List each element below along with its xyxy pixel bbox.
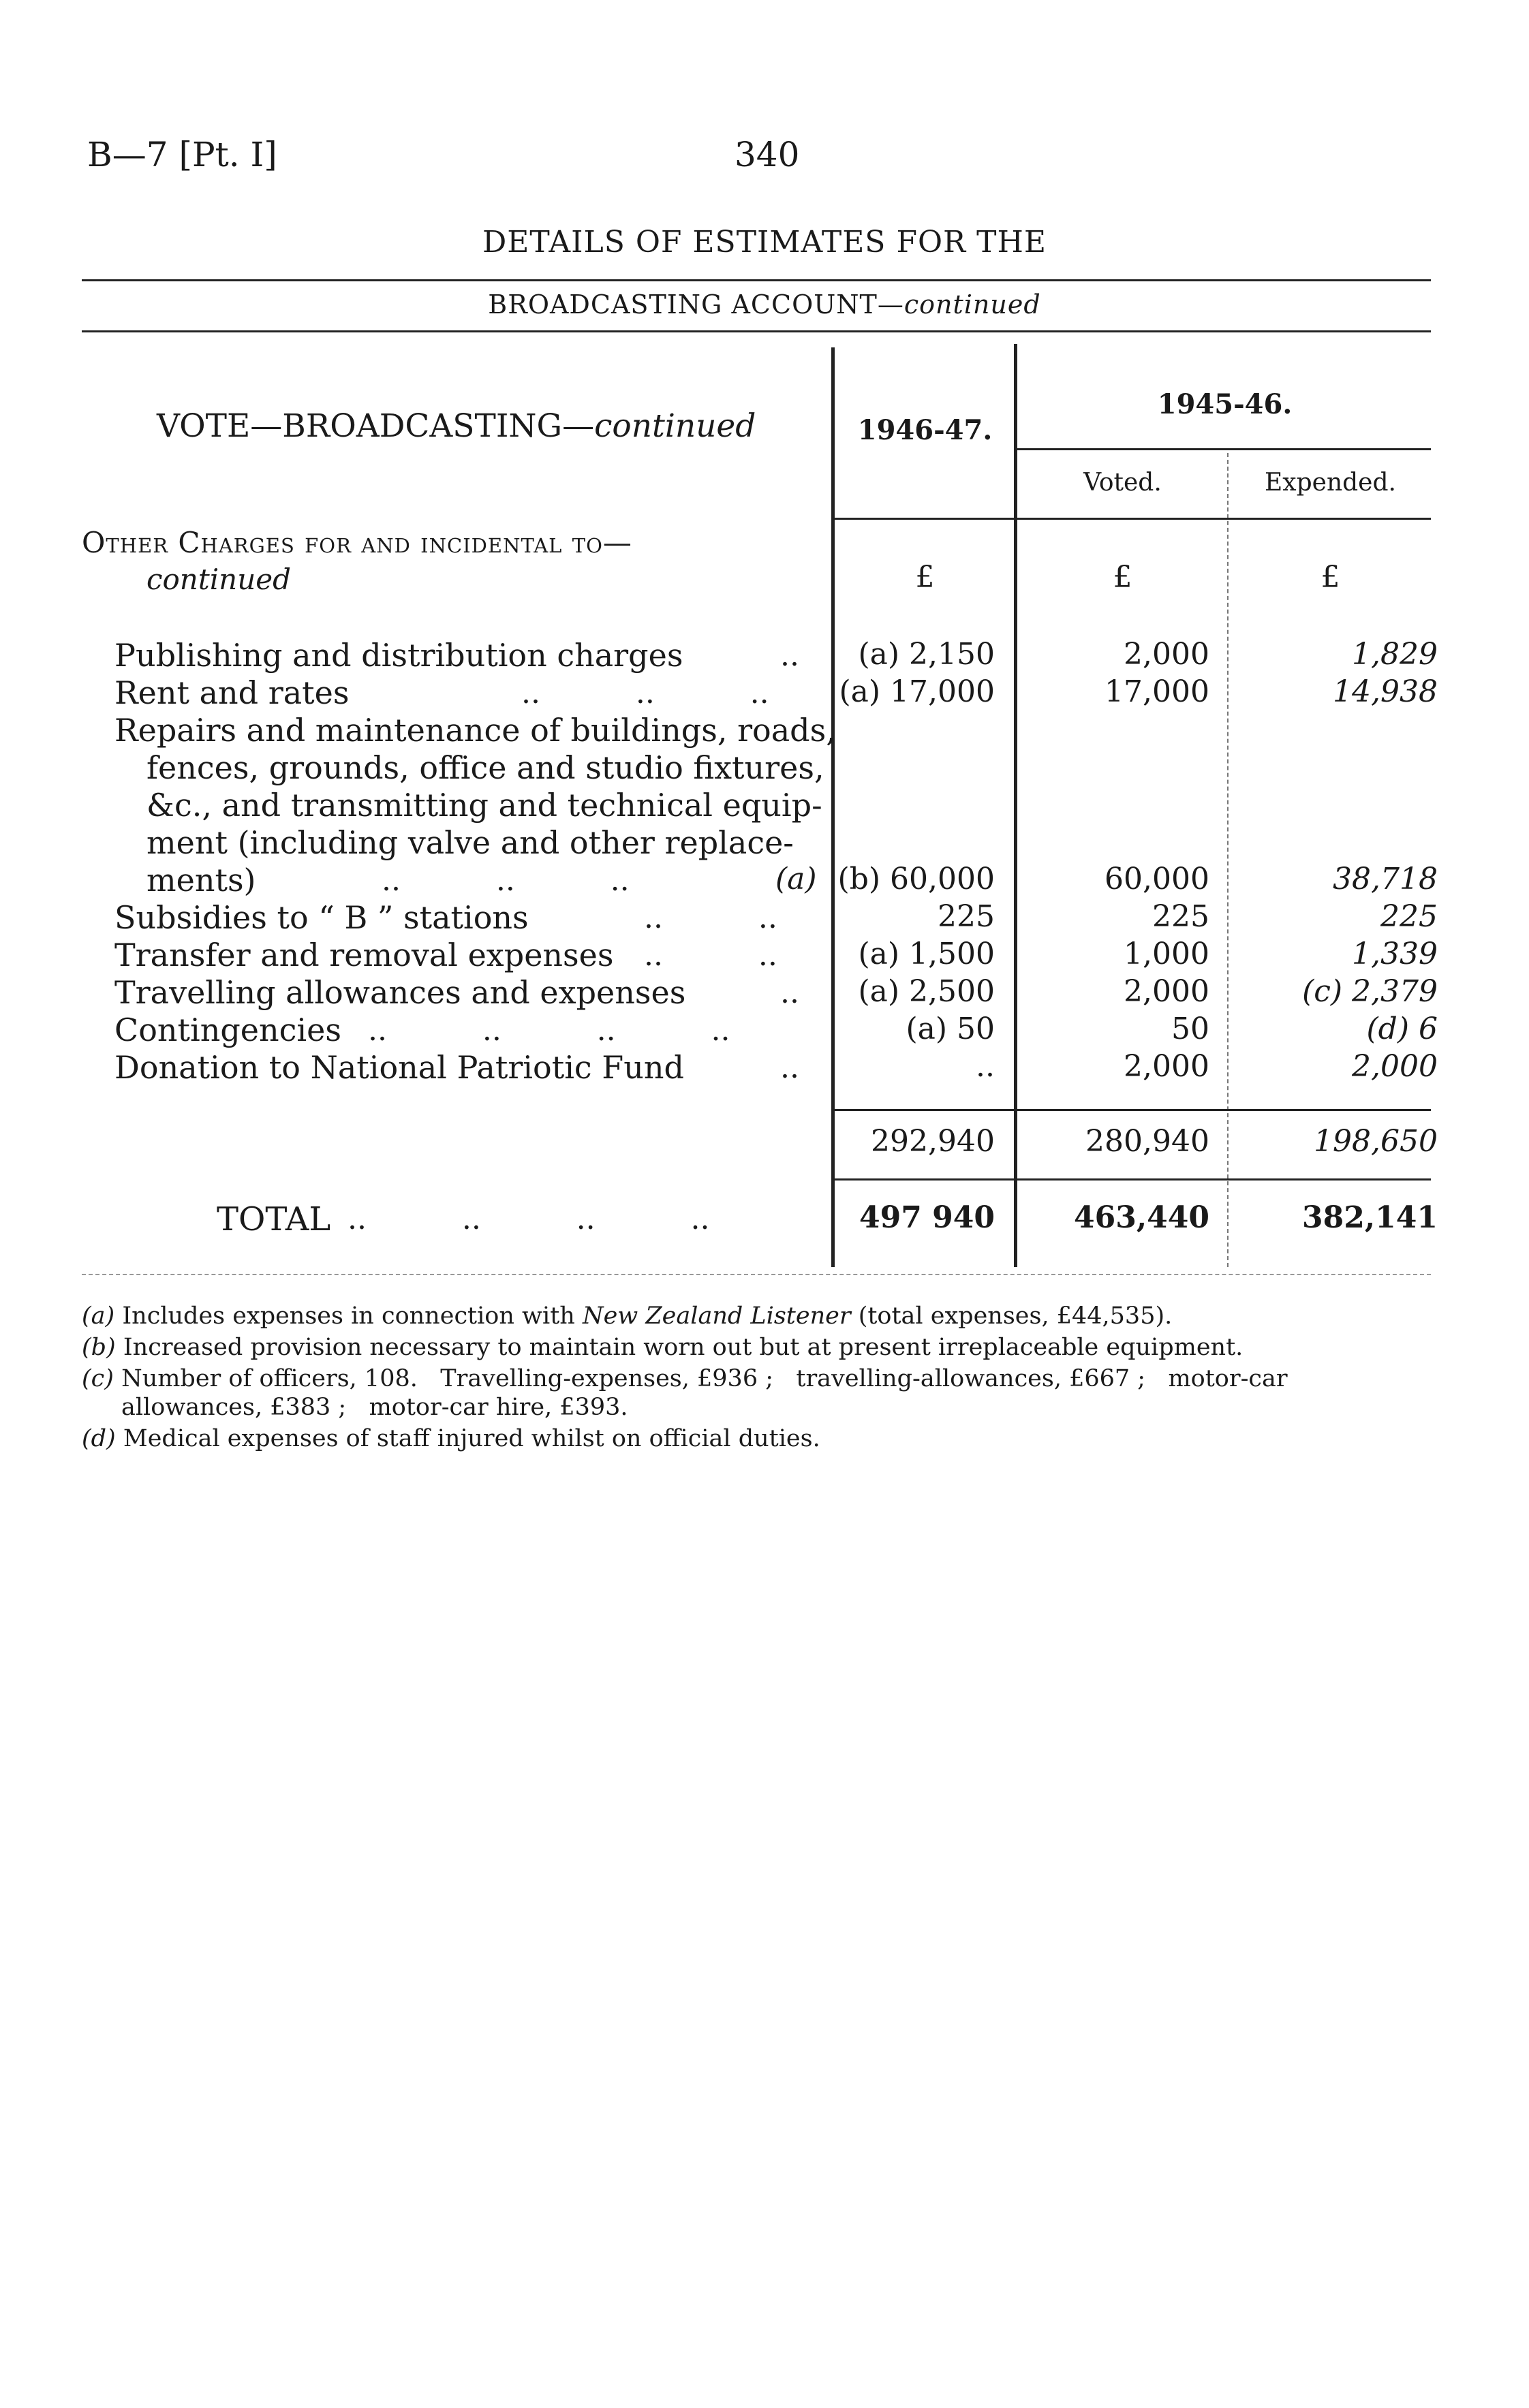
- row-value-voted: 2,000: [1124, 1049, 1209, 1084]
- currency-1946: £: [915, 560, 935, 595]
- footnote-text-end: (total expenses, £44,535).: [850, 1302, 1173, 1330]
- row-value-expended: 2,000: [1352, 1049, 1438, 1084]
- page-title: DETAILS OF ESTIMATES FOR THE: [482, 225, 1047, 260]
- document-reference: B—7 [Pt. I]: [87, 135, 277, 174]
- currency-expended: £: [1320, 560, 1340, 595]
- total-label: TOTAL: [217, 1200, 331, 1238]
- page-number: 340: [735, 135, 800, 174]
- row-value-expended: 1,339: [1352, 937, 1438, 971]
- total-expended: 382,141: [1301, 1200, 1438, 1235]
- bottom-dashed-rule: [82, 1274, 1431, 1275]
- column-header-1946-47: 1946-47.: [857, 414, 993, 446]
- table-row-label: Subsidies to “ B ” stations: [114, 899, 529, 936]
- table-row-label-line: ment (including valve and other replace-: [146, 824, 794, 861]
- leader-dots: .. .. ..: [521, 676, 769, 710]
- leader-dots: ..: [780, 638, 799, 673]
- table-row-label: Travelling allowances and expenses: [114, 974, 686, 1011]
- row-value-1946: (b) 60,000: [837, 862, 995, 896]
- row-value-1946: (a) 2,150: [858, 637, 995, 672]
- currency-voted: £: [1113, 560, 1132, 595]
- table-row-label: Publishing and distribution charges: [114, 637, 683, 674]
- footnote-italic: New Zealand Listener: [582, 1302, 851, 1330]
- column-divider-3: [1227, 453, 1229, 1267]
- row-value-voted: 17,000: [1105, 674, 1209, 709]
- subtotal-voted: 280,940: [1085, 1124, 1209, 1159]
- footnote-d: [82, 1425, 820, 1452]
- table-row-label-line: fences, grounds, office and studio fixtures,: [146, 749, 824, 786]
- row-value-1946: ..: [976, 1049, 995, 1084]
- subtotal-rule: [833, 1109, 1431, 1111]
- footnote-mark: (a): [82, 1302, 115, 1330]
- row-value-voted: 225: [1152, 899, 1209, 934]
- column-header-voted: Voted.: [1083, 469, 1162, 497]
- subtotal-1946: 292,940: [871, 1124, 995, 1159]
- table-row-label-line: Repairs and maintenance of buildings, roads,: [114, 712, 836, 749]
- subtitle-text: BROADCASTING ACCOUNT—: [488, 290, 904, 319]
- row-value-1946: (a) 1,500: [858, 937, 995, 971]
- row-value-1946: (a) 2,500: [858, 974, 995, 1009]
- total-voted: 463,440: [1073, 1200, 1209, 1235]
- footnote-a: [82, 1302, 1172, 1330]
- header-rule-1945: [1015, 448, 1431, 450]
- table-row-label: Donation to National Patriotic Fund: [114, 1049, 684, 1086]
- row-value-voted: 2,000: [1124, 637, 1209, 672]
- row-value-voted: 50: [1171, 1012, 1209, 1046]
- vote-title: [157, 407, 756, 445]
- footnote-c: [82, 1365, 1288, 1392]
- row-value-expended: 14,938: [1333, 674, 1438, 709]
- row-value-expended: (d) 6: [1366, 1012, 1438, 1046]
- title-rule: [82, 279, 1431, 281]
- subtitle-rule: [82, 330, 1431, 332]
- total-leader-dots: .. .. .. ..: [348, 1202, 710, 1236]
- row-value-1946: (a) 50: [906, 1012, 995, 1046]
- row-value-expended: (c) 2,379: [1302, 974, 1438, 1009]
- row-value-voted: 1,000: [1124, 937, 1209, 971]
- subtitle-continued: continued: [904, 290, 1041, 319]
- footnote-mark: (b): [82, 1334, 116, 1361]
- leader-dots: ..: [780, 975, 799, 1010]
- leader-dots: .. .. ..: [382, 863, 630, 898]
- column-divider-2: [1014, 344, 1017, 1267]
- leader-dots: .. .. .. ..: [368, 1013, 730, 1048]
- vote-title-text: VOTE—BROADCASTING—: [157, 407, 595, 445]
- footnote-c-continuation: allowances, £383 ; motor-car hire, £393.: [121, 1394, 628, 1421]
- row-value-1946: 225: [938, 899, 995, 934]
- table-row-label-line: ments): [146, 862, 256, 898]
- table-row-label: Rent and rates: [114, 674, 350, 711]
- footnote-mark: (c): [82, 1365, 114, 1392]
- row-value-expended: 225: [1380, 899, 1438, 934]
- subtotal-expended: 198,650: [1314, 1124, 1438, 1159]
- leader-dots: .. ..: [644, 901, 777, 935]
- leader-dots: .. ..: [644, 938, 777, 973]
- footnote-text: Includes expenses in connection with: [122, 1302, 583, 1330]
- column-header-1945-46: 1945-46.: [1157, 388, 1293, 420]
- section-heading: Other Charges for and incidental to—: [82, 526, 632, 559]
- footnote-b: [82, 1334, 1243, 1361]
- row-value-voted: 60,000: [1105, 862, 1209, 896]
- section-heading-continued: continued: [146, 563, 292, 596]
- row-value-voted: 2,000: [1124, 974, 1209, 1009]
- page-subtitle: [0, 290, 1529, 319]
- leader-dots: ..: [780, 1050, 799, 1085]
- row-note-marker: (a): [775, 862, 817, 896]
- total-1946: 497 940: [859, 1200, 995, 1235]
- row-value-expended: 38,718: [1333, 862, 1438, 896]
- footnote-mark: (d): [82, 1425, 116, 1452]
- table-row-label: Transfer and removal expenses: [114, 937, 614, 973]
- total-rule: [833, 1178, 1431, 1180]
- row-value-1946: (a) 17,000: [839, 674, 995, 709]
- footnote-text: Number of officers, 108. Travelling-expenses, £936 ; travelling-allowances, £667 ; motor-car: [121, 1365, 1288, 1392]
- table-row-label: Contingencies: [114, 1012, 341, 1048]
- vote-title-continued: continued: [594, 407, 756, 445]
- table-row-label-line: &c., and transmitting and technical equip-: [146, 787, 822, 824]
- row-value-expended: 1,829: [1352, 637, 1438, 672]
- column-header-expended: Expended.: [1265, 469, 1396, 497]
- footnote-text: Increased provision necessary to maintain worn out but at present irreplaceable equipment.: [123, 1334, 1244, 1361]
- header-rule-bottom: [833, 518, 1431, 520]
- footnote-text: Medical expenses of staff injured whilst on official duties.: [123, 1425, 820, 1452]
